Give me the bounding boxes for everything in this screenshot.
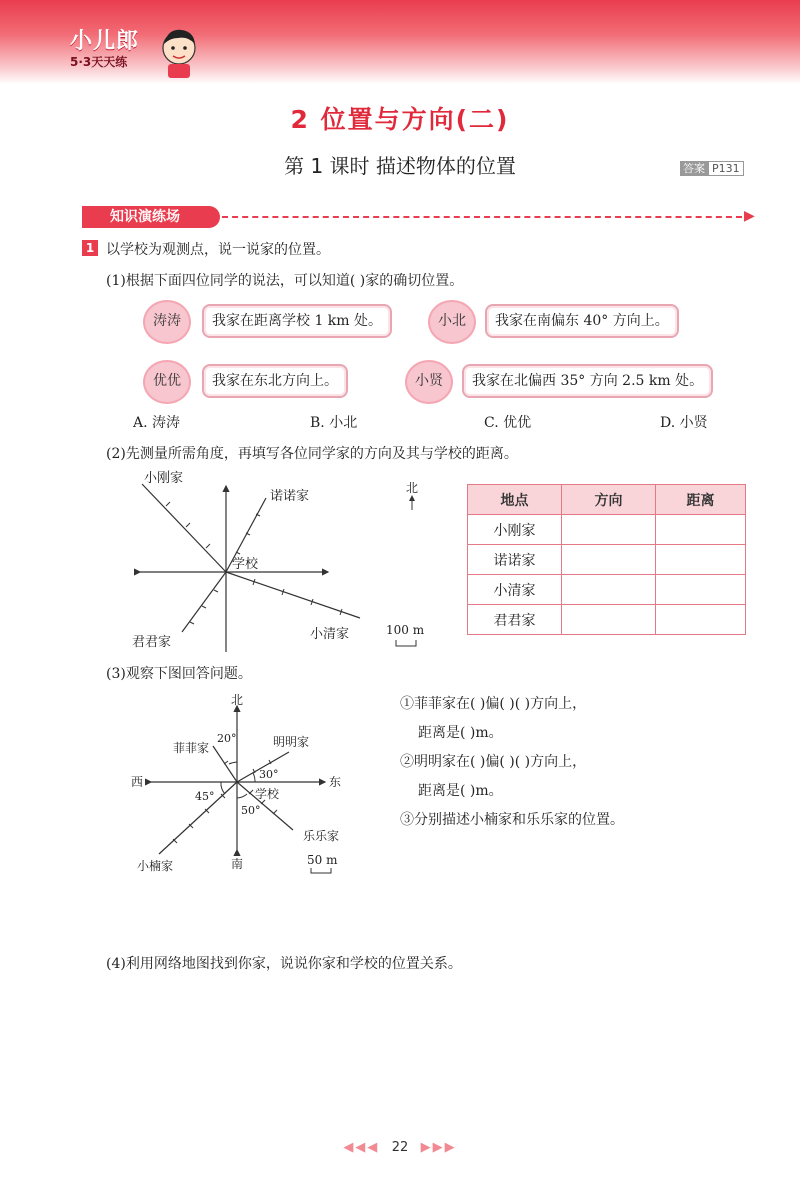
speaker-statement: 我家在南偏东 40° 方向上。: [485, 304, 679, 338]
mascot-icon: [158, 26, 200, 80]
speaker-name: 小北: [428, 300, 476, 344]
answer-label: 答案: [680, 161, 708, 176]
map-label: 小刚家: [144, 471, 184, 486]
table-header: 距离: [656, 485, 746, 515]
brand-logo: [70, 24, 139, 70]
angle-label: 30°: [259, 768, 279, 781]
table-header: 地点: [468, 485, 562, 515]
speaker-name: 涛涛: [143, 300, 191, 344]
brand-name: 小儿郎: [70, 29, 140, 54]
section-divider: [222, 216, 742, 218]
question-prompt: 以学校为观测点，说一说家的位置。: [106, 242, 330, 258]
answer-blank[interactable]: [562, 545, 656, 575]
unit-title: 2 位置与方向(二): [290, 105, 510, 134]
compass-south: 南: [231, 857, 244, 871]
north-label: 北: [406, 481, 419, 495]
map-label: 学校: [232, 557, 259, 572]
page-number: 22: [391, 1140, 409, 1155]
part3-compass: [125, 690, 365, 880]
brand-subtitle: 5·3天天练: [70, 55, 128, 69]
section-label: 知识演练场: [82, 206, 220, 228]
speaker-statement: 我家在东北方向上。: [202, 364, 348, 398]
next-arrows-icon: ▶▶▶: [420, 1140, 457, 1155]
direction-table: [467, 484, 746, 635]
angle-label: 45°: [195, 790, 215, 803]
map-label: 君君家: [132, 635, 172, 650]
speaker-statement: 我家在北偏西 35° 方向 2.5 km 处。: [462, 364, 713, 398]
answer-reference: [680, 160, 744, 176]
answer-blank[interactable]: [656, 605, 746, 635]
answer-blank[interactable]: [656, 575, 746, 605]
part3-question: 距离是( )m。: [418, 783, 503, 799]
answer-blank[interactable]: [656, 515, 746, 545]
question-number: 1: [82, 240, 98, 256]
part3-question: ③分别描述小楠家和乐乐家的位置。: [400, 812, 624, 828]
answer-page: P131: [708, 161, 744, 176]
speaker-name: 优优: [143, 360, 191, 404]
answer-blank[interactable]: [656, 545, 746, 575]
table-header: 方向: [562, 485, 656, 515]
table-row: [468, 515, 746, 545]
answer-blank[interactable]: [562, 575, 656, 605]
option-a[interactable]: A. 涛涛: [133, 415, 181, 431]
compass-label: 菲菲家: [173, 741, 210, 755]
speaker-statement: 我家在距离学校 1 km 处。: [202, 304, 392, 338]
table-row: [468, 545, 746, 575]
compass-east: 东: [329, 775, 342, 789]
scale-label: 100 m: [386, 623, 425, 637]
speaker-name: 小贤: [405, 360, 453, 404]
angle-label: 50°: [241, 804, 261, 817]
map-label: 诺诺家: [270, 489, 310, 504]
part3-question: ①菲菲家在( )偏( )( )方向上，: [400, 696, 587, 712]
compass-scale: 50 m: [307, 853, 338, 867]
part2-map: [120, 470, 450, 660]
page-footer: [0, 1140, 800, 1155]
lesson-title: 第 1 课时 描述物体的位置: [284, 154, 516, 178]
answer-blank[interactable]: [562, 515, 656, 545]
section-arrow-icon: ▶: [744, 208, 755, 224]
part3-question: 距离是( )m。: [418, 725, 503, 741]
compass-west: 西: [131, 775, 144, 789]
map-label: 小清家: [310, 627, 350, 642]
part1-prompt: (1)根据下面四位同学的说法，可以知道( )家的确切位置。: [106, 273, 464, 289]
part4-prompt: (4)利用网络地图找到你家，说说你家和学校的位置关系。: [106, 956, 462, 972]
table-header-row: [468, 485, 746, 515]
prev-arrows-icon: ◀◀◀: [343, 1140, 380, 1155]
option-b[interactable]: B. 小北: [310, 415, 358, 431]
angle-label: 20°: [217, 732, 237, 745]
option-c[interactable]: C. 优优: [484, 415, 532, 431]
table-row: [468, 575, 746, 605]
part3-question: ②明明家在( )偏( )( )方向上，: [400, 754, 587, 770]
part3-prompt: (3)观察下图回答问题。: [106, 666, 252, 682]
table-row: [468, 605, 746, 635]
table-cell: 小刚家: [468, 515, 562, 545]
compass-school: 学校: [255, 787, 280, 801]
compass-label: 乐乐家: [303, 829, 340, 843]
table-cell: 小清家: [468, 575, 562, 605]
table-cell: 诺诺家: [468, 545, 562, 575]
option-d[interactable]: D. 小贤: [660, 415, 708, 431]
table-cell: 君君家: [468, 605, 562, 635]
compass-label: 小楠家: [137, 859, 174, 873]
answer-blank[interactable]: [562, 605, 656, 635]
compass-label: 明明家: [273, 735, 310, 749]
compass-north: 北: [231, 693, 244, 707]
part2-prompt: (2)先测量所需角度，再填写各位同学家的方向及其与学校的距离。: [106, 446, 518, 462]
